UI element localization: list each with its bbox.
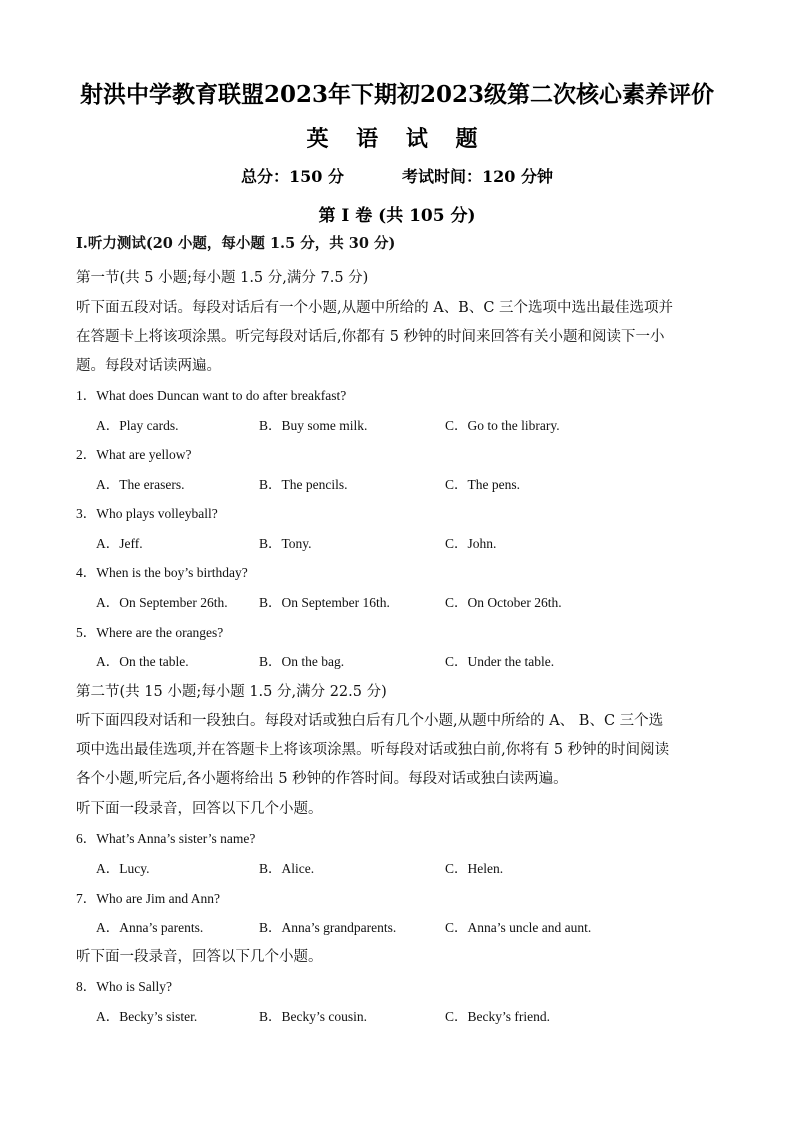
score-time-line	[0, 164, 794, 187]
question-stem: 7．Who are Jim and Ann?	[76, 891, 220, 906]
option-b: B．Becky’s cousin.	[259, 1009, 367, 1024]
question-stem: 1．What does Duncan want to do after breakfast?	[76, 388, 347, 403]
option-c: C．On October 26th.	[445, 595, 562, 610]
option-b: B．Buy some milk.	[259, 418, 368, 433]
subject-title: 英 语 试 题	[306, 126, 488, 152]
section1-instruction: 听下面五段对话。每段对话后有一个小题,从题中所给的 A、B、C 三个选项中选出最佳选项并	[76, 300, 674, 316]
total-score: 总分：150 分	[241, 167, 344, 186]
option-b: B．Anna’s grandparents.	[259, 920, 397, 935]
option-a: A．Jeff.	[96, 536, 143, 551]
option-b: B．Tony.	[259, 536, 312, 551]
listen-prompt: 听下面一段录音，回答以下几个小题。	[76, 801, 323, 817]
option-c: C．Under the table.	[445, 654, 555, 669]
option-a: A．Becky’s sister.	[96, 1009, 198, 1024]
option-c: C．Anna’s uncle and aunt.	[445, 920, 592, 935]
option-c: C．Go to the library.	[445, 418, 560, 433]
question-stem: 8．Who is Sally?	[76, 979, 172, 994]
section1-title: 第一节(共 5 小题;每小题 1.5 分,满分 7.5 分)	[76, 270, 369, 286]
section1-instruction: 在答题卡上将该项涂黑。听完每段对话后,你都有 5 秒钟的时间来回答有关小题和阅读下一小	[76, 329, 665, 345]
section1-instruction: 题。每段对话读两遍。	[76, 358, 221, 374]
section2-instruction: 各个小题,听完后,各小题将给出 5 秒钟的作答时间。每段对话或独白读两遍。	[76, 771, 568, 787]
option-b: B．Alice.	[259, 861, 315, 876]
section2-instruction: 听下面四段对话和一段独白。每段对话或独白后有几个小题,从题中所给的 A、 B、C 三个选	[76, 713, 664, 729]
option-b: B．On the bag.	[259, 654, 345, 669]
option-c: C．Helen.	[445, 861, 504, 876]
option-c: C．Becky’s friend.	[445, 1009, 550, 1024]
option-a: A．Play cards.	[96, 418, 179, 433]
option-a: A．On September 26th.	[96, 595, 228, 610]
exam-title: 射洪中学教育联盟2023年下期初2023级第二次核心素养评价	[79, 81, 715, 108]
option-b: B．The pencils.	[259, 477, 348, 492]
option-a: A．The erasers.	[96, 477, 185, 492]
option-c: C．The pens.	[445, 477, 520, 492]
volume-heading: 第 I 卷 (共 105 分)	[318, 206, 476, 226]
listening-heading: I.听力测试(20 小题，每小题 1.5 分，共 30 分)	[76, 235, 396, 252]
option-c: C．John.	[445, 536, 497, 551]
exam-time: 考试时间：120 分钟	[402, 167, 553, 186]
option-a: A．Lucy.	[96, 861, 150, 876]
option-a: A．Anna’s parents.	[96, 920, 204, 935]
question-stem: 2．What are yellow?	[76, 447, 192, 462]
question-stem: 5．Where are the oranges?	[76, 625, 224, 640]
section2-title: 第二节(共 15 小题;每小题 1.5 分,满分 22.5 分)	[76, 684, 387, 700]
question-stem: 4．When is the boy’s birthday?	[76, 565, 248, 580]
question-stem: 3．Who plays volleyball?	[76, 506, 218, 521]
question-stem: 6．What’s Anna’s sister’s name?	[76, 831, 256, 846]
listen-prompt: 听下面一段录音，回答以下几个小题。	[76, 949, 323, 965]
section2-instruction: 项中选出最佳选项,并在答题卡上将该项涂黑。听每段对话或独白前,你将有 5 秒钟的时间阅读	[76, 742, 670, 758]
option-b: B．On September 16th.	[259, 595, 390, 610]
option-a: A．On the table.	[96, 654, 189, 669]
